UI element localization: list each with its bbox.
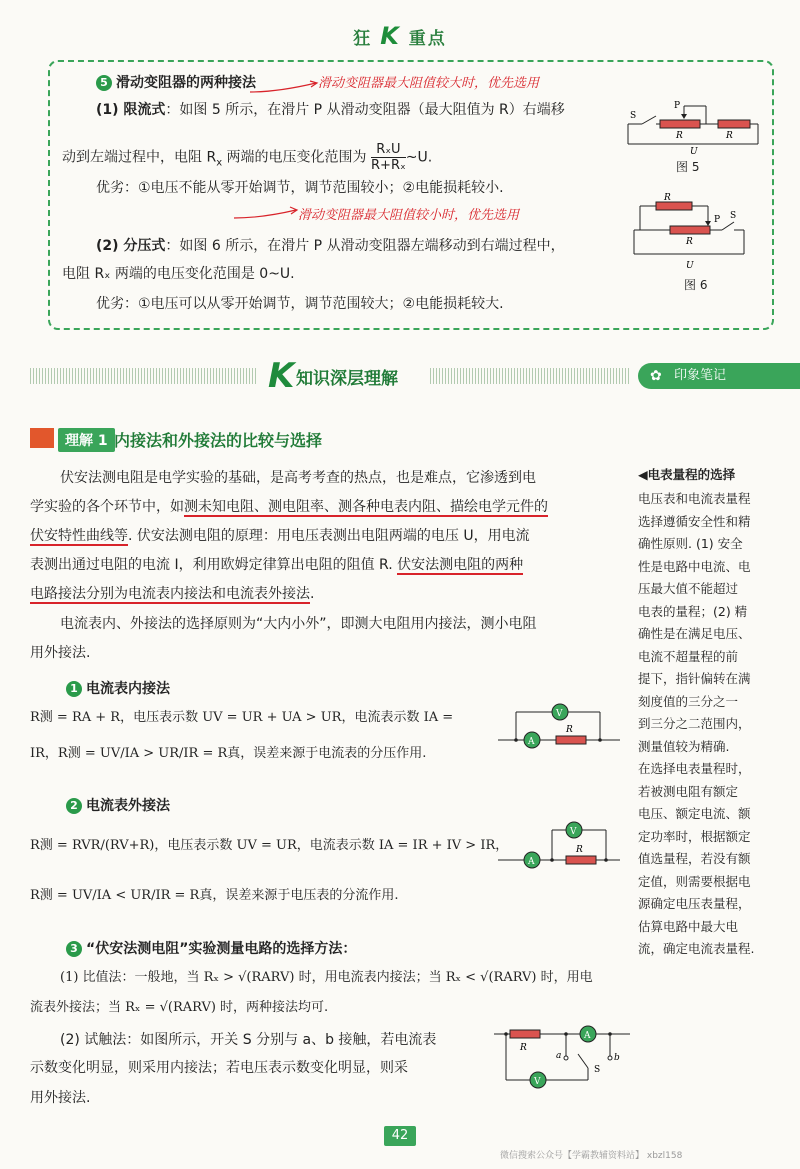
section-dots-left <box>30 368 258 384</box>
figure-6-circuit <box>630 192 760 276</box>
handwritten-note-a: 滑动变阻器最大阻值较大时，优先选用 <box>318 76 540 91</box>
s1-number: 1 <box>66 681 82 697</box>
fig6-label-r: R <box>686 237 693 247</box>
sidebar-line: 电压表和电流表量程 <box>638 491 751 506</box>
notes-label: 印象笔记 <box>674 368 727 383</box>
figure-6-caption: 图 6 <box>684 278 708 292</box>
sidebar-line: 电压、额定电流、额 <box>638 806 751 821</box>
page-number: 42 <box>384 1126 416 1146</box>
watermark: 微信搜索公众号【学霸教辅资料站】 xbzl158 <box>500 1151 683 1161</box>
limit-pros: 优劣：①电压不能从零开始调节，调节范围较小；②电能损耗较小. <box>96 180 504 196</box>
note-arrow-a <box>248 80 320 96</box>
sidebar-line: 估算电路中最大电 <box>638 918 739 934</box>
limit-text-2a: 动到左端过程中，电阻 R <box>62 149 217 166</box>
fraction-numerator: RₓU <box>371 142 406 158</box>
p2-line-1: 电流表内、外接法的选择原则为“大内小外”，即测大电阻用内接法，测小电阻 <box>60 616 537 632</box>
sidebar-line: 性是电路中电流、电 <box>638 558 751 574</box>
notes-header <box>638 363 800 389</box>
divider-pros: 优劣：①电压可以从零开始调节，调节范围较大；②电能损耗较大. <box>96 296 504 312</box>
limit-text-2c: ~U. <box>405 149 433 166</box>
outer-ammeter-label: A <box>528 857 535 867</box>
p1-l2a: 学实验的各个环节中，如 <box>30 499 184 515</box>
s3-number: 3 <box>66 941 82 957</box>
figure-5-caption: 图 5 <box>676 160 700 174</box>
s2-number: 2 <box>66 798 82 814</box>
fig5-label-rx: R <box>726 131 733 141</box>
p1-line-1: 伏安法测电阻是电学实验的基础，是高考考查的热点，也是难点，它渗透到电 <box>60 470 536 486</box>
fig6-label-p: P <box>714 215 721 225</box>
s3-heading <box>66 938 356 958</box>
brand-header <box>0 22 800 50</box>
sidebar-line: 确性原则. (1) 安全 <box>638 536 743 551</box>
s3-line-5: 用外接法. <box>30 1090 91 1106</box>
sidebar-line: 在选择电表量程时， <box>638 761 751 776</box>
lesson-title: 内接法和外接法的比较与选择 <box>114 431 323 450</box>
s1-formula-2: IR，R测 = UV/IA > UR/IR = R真，误差来源于电流表的分压作用. <box>30 746 427 761</box>
inner-resistor-label: R <box>566 725 573 735</box>
sidebar-line: 流，确定电流表量程. <box>638 941 755 956</box>
divider-text-1: ：如图 6 所示，在滑片 P 从滑动变阻器左端移动到右端过程中， <box>165 238 565 254</box>
fig5-label-r: R <box>676 131 683 141</box>
sidebar-line: 到三分之二范围内， <box>638 716 751 731</box>
section-title: 知识深层理解 <box>296 369 398 389</box>
sub-x: x <box>216 157 223 169</box>
sidebar-line: 若被测电阻有额定 <box>638 783 739 799</box>
trial-ammeter-label: A <box>584 1031 591 1041</box>
brand-prefix: 狂 <box>353 29 373 49</box>
p1-line-5 <box>30 584 314 604</box>
s3-title: “伏安法测电阻”实验测量电路的选择方法： <box>86 941 357 957</box>
p1-l4a: 表测出通过电阻的电流 I，利用欧姆定律算出电阻的阻值 R. <box>30 557 398 573</box>
p1-line-4 <box>30 555 523 575</box>
p2-line-2: 用外接法. <box>30 645 91 661</box>
sidebar-line: 定功率时，根据额定 <box>638 828 751 844</box>
s3-line-1: (1) 比值法：一般地，当 Rₓ > √(RARV) 时，用电流表内接法；当 Rₓ < √(RARV) 时，用电 <box>60 970 593 985</box>
section-k: K <box>268 356 295 396</box>
divider-line-2: 电阻 Rₓ 两端的电压变化范围是 0~U. <box>62 266 295 282</box>
item5-heading <box>96 72 256 92</box>
outer-voltmeter-label: V <box>570 827 577 837</box>
s1-formula-1: R测 = RA + R，电压表示数 UV = UR + UA > UR，电流表示数 IA = <box>30 710 454 725</box>
p1-line-3 <box>30 526 530 546</box>
trial-touch-circuit <box>490 1020 634 1096</box>
fig6-label-s: S <box>730 211 737 221</box>
lesson-tag: 理解 1 <box>58 428 115 452</box>
divider-line-1 <box>96 236 565 256</box>
s1-heading <box>66 678 170 698</box>
sidebar-line: 确性是在满足电压、 <box>638 626 751 641</box>
brand-suffix: 重点 <box>408 29 447 49</box>
item5-title: 滑动变阻器的两种接法 <box>116 75 256 91</box>
sidebar-title: ◀电表量程的选择 <box>638 467 736 482</box>
trial-point-b: b <box>614 1053 620 1063</box>
handwritten-note-b: 滑动变阻器最大阻值较小时，优先选用 <box>298 208 520 223</box>
sidebar-line: 提下，指针偏转在满 <box>638 671 751 686</box>
sidebar-line: 电流不超量程的前 <box>638 648 739 664</box>
s3-line-3: (2) 试触法：如图所示，开关 S 分别与 a、b 接触，若电流表 <box>60 1032 437 1048</box>
item5-number: 5 <box>96 75 112 91</box>
limit-line-2 <box>62 142 432 173</box>
limit-label: (1) 限流式 <box>96 102 166 118</box>
p1-l3a: 伏安特性曲线等 <box>30 528 128 544</box>
fraction-denominator: R+Rₓ <box>371 158 406 173</box>
divider-label: (2) 分压式 <box>96 238 166 254</box>
notes-elephant-icon: ✿ <box>650 368 662 384</box>
fig5-label-u: U <box>690 147 698 156</box>
limit-text-1: ：如图 5 所示，在滑片 P 从滑动变阻器（最大阻值为 R）右端移 <box>165 102 565 118</box>
sidebar-line: 定值，则需要根据电 <box>638 873 751 889</box>
s1-title: 电流表内接法 <box>86 681 170 697</box>
sidebar-line: 选择遵循安全性和精 <box>638 513 751 529</box>
p1-l4b: 伏安法测电阻的两种 <box>397 557 524 573</box>
note-arrow-b <box>232 206 300 222</box>
p1-l5a: 电路接法分别为电流表内接法和电流表外接法 <box>30 586 310 602</box>
outer-connection-circuit <box>494 818 624 874</box>
figure-5-circuit <box>622 96 764 156</box>
sidebar-body <box>638 488 788 961</box>
s3-line-2: 流表外接法；当 Rₓ = √(RARV) 时，两种接法均可. <box>30 1000 329 1015</box>
inner-voltmeter-label: V <box>556 709 563 719</box>
inner-ammeter-label: A <box>528 737 535 747</box>
fig6-label-u: U <box>686 261 694 271</box>
p1-l3b: . 伏安法测电阻的原理：用电压表测出电阻两端的电压 U，用电流 <box>128 528 530 544</box>
sidebar-line: 刻度值的三分之一 <box>638 693 739 709</box>
s2-heading <box>66 795 170 815</box>
section-bar <box>30 356 800 396</box>
outer-resistor-label: R <box>576 845 583 855</box>
fig5-label-s: S <box>630 111 637 121</box>
trial-switch-label: S <box>594 1065 601 1075</box>
p1-l2b: 测未知电阻、测电阻率、测各种电表内阻、描绘电学元件的 <box>184 499 548 515</box>
inner-connection-circuit <box>494 700 624 752</box>
trial-point-a: a <box>556 1051 562 1061</box>
fig5-label-p: P <box>674 101 681 111</box>
s2-formula-2: R测 = UV/IA < UR/IR = R真，误差来源于电压表的分流作用. <box>30 888 399 903</box>
limit-line-1 <box>96 100 565 120</box>
p1-l5b: . <box>310 586 315 602</box>
section-dots-right <box>430 368 630 384</box>
limit-text-2b: 两端的电压变化范围为 <box>222 149 367 166</box>
p1-line-2 <box>30 497 548 517</box>
trial-resistor-label: R <box>520 1043 527 1053</box>
sidebar-line: 电表的量程；(2) 精 <box>638 603 748 619</box>
brand-k: K <box>380 22 401 50</box>
s2-title: 电流表外接法 <box>86 798 170 814</box>
s2-formula-1: R测 = RVR/(RV+R)，电压表示数 UV = UR，电流表示数 IA = IR + IV > IR， <box>30 838 509 853</box>
book-icon <box>30 428 54 448</box>
s3-line-4: 示数变化明显，则采用内接法；若电压表示数变化明显，则采 <box>30 1060 408 1076</box>
sidebar-line: 源确定电压表量程， <box>638 896 751 911</box>
sidebar-line: 测量值较为精确. <box>638 738 730 754</box>
sidebar-line: 压最大值不能超过 <box>638 581 739 596</box>
fig6-label-rx: R <box>664 193 671 203</box>
trial-voltmeter-label: V <box>534 1077 541 1087</box>
voltage-fraction <box>371 142 406 173</box>
sidebar-line: 值选量程，若没有额 <box>638 851 751 866</box>
